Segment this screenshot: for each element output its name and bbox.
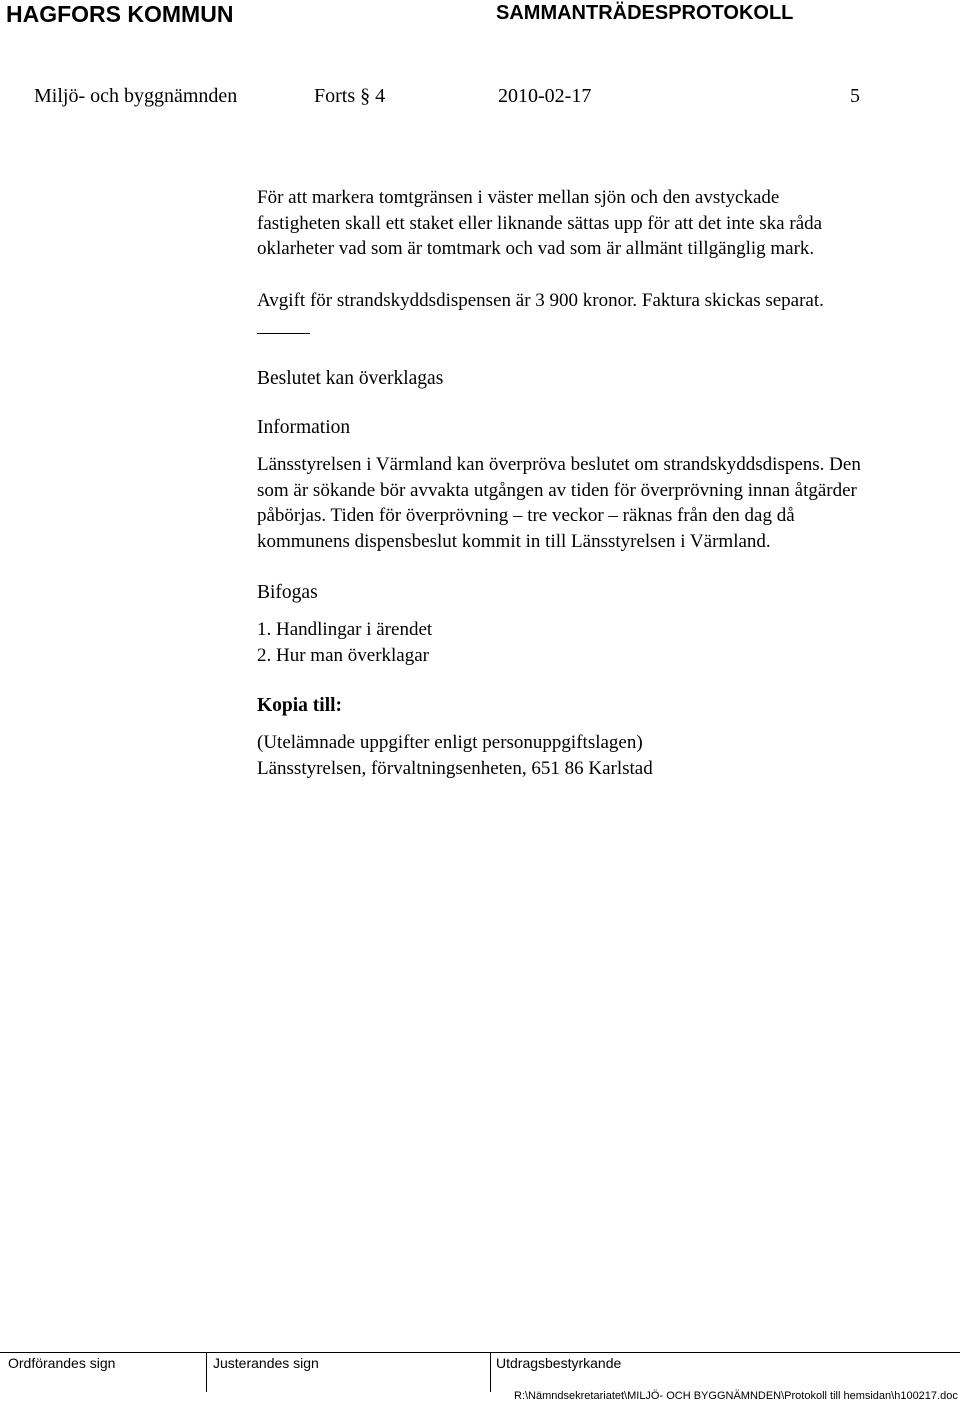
text-line: fastigheten skall ett staket eller liknande sättas upp för att det inte ska råda bbox=[257, 212, 823, 234]
adjuster-signature-label: Justerandes sign bbox=[213, 1355, 319, 1371]
list-item: 1. Handlingar i ärendet bbox=[257, 619, 433, 640]
text-line: Länsstyrelsen i Värmland kan överpröva beslutet om strandskyddsdispens. Den bbox=[257, 454, 861, 475]
footer-column-divider bbox=[206, 1352, 207, 1392]
meeting-date: 2010-02-17 bbox=[498, 85, 592, 107]
page-number: 5 bbox=[850, 85, 860, 107]
copy-recipients bbox=[257, 730, 653, 781]
organization-name: HAGFORS KOMMUN bbox=[6, 1, 234, 27]
copy-heading: Kopia till: bbox=[257, 695, 343, 716]
section-divider bbox=[257, 333, 310, 334]
information-paragraph bbox=[257, 452, 861, 554]
text-line: oklarheter vad som är tomtmark och vad som är allmänt tillgänglig mark. bbox=[257, 238, 815, 259]
chair-signature-label: Ordförandes sign bbox=[8, 1355, 116, 1371]
information-heading: Information bbox=[257, 417, 351, 438]
attachments-heading: Bifogas bbox=[257, 582, 318, 603]
text-line: påbörjas. Tiden för överprövning – tre veckor – räknas från den dag då bbox=[257, 505, 795, 526]
committee-name: Miljö- och byggnämnden bbox=[34, 85, 238, 107]
file-path: R:\Nämndsekretariatet\MILJÖ- OCH BYGGNÄMNDEN\Protokoll till hemsidan\h100217.doc bbox=[514, 1390, 958, 1402]
footer-divider bbox=[0, 1352, 960, 1353]
list-item: 2. Hur man överklagar bbox=[257, 644, 429, 666]
text-line: kommunens dispensbeslut kommit in till Länsstyrelsen i Värmland. bbox=[257, 530, 771, 552]
document-type: SAMMANTRÄDESPROTOKOLL bbox=[496, 2, 794, 24]
paragraph-number: Forts § 4 bbox=[314, 85, 386, 107]
text-line: (Utelämnade uppgifter enligt personuppgiftslagen) bbox=[257, 732, 643, 753]
attachments-list bbox=[257, 617, 432, 668]
paragraph-fence bbox=[257, 185, 822, 262]
text-line: Länsstyrelsen, förvaltningsenheten, 651 86 Karlstad bbox=[257, 757, 653, 779]
footer-column-divider bbox=[490, 1352, 491, 1392]
appeal-heading: Beslutet kan överklagas bbox=[257, 368, 444, 389]
text-line: För att markera tomtgränsen i väster mellan sjön och den avstyckade bbox=[257, 187, 780, 208]
fee-line: Avgift för strandskyddsdispensen är 3 900 kronor. Faktura skickas separat. bbox=[257, 290, 824, 311]
text-line: som är sökande bör avvakta utgången av tiden för överprövning innan åtgärder bbox=[257, 479, 857, 501]
extract-certification-label: Utdragsbestyrkande bbox=[496, 1355, 622, 1371]
